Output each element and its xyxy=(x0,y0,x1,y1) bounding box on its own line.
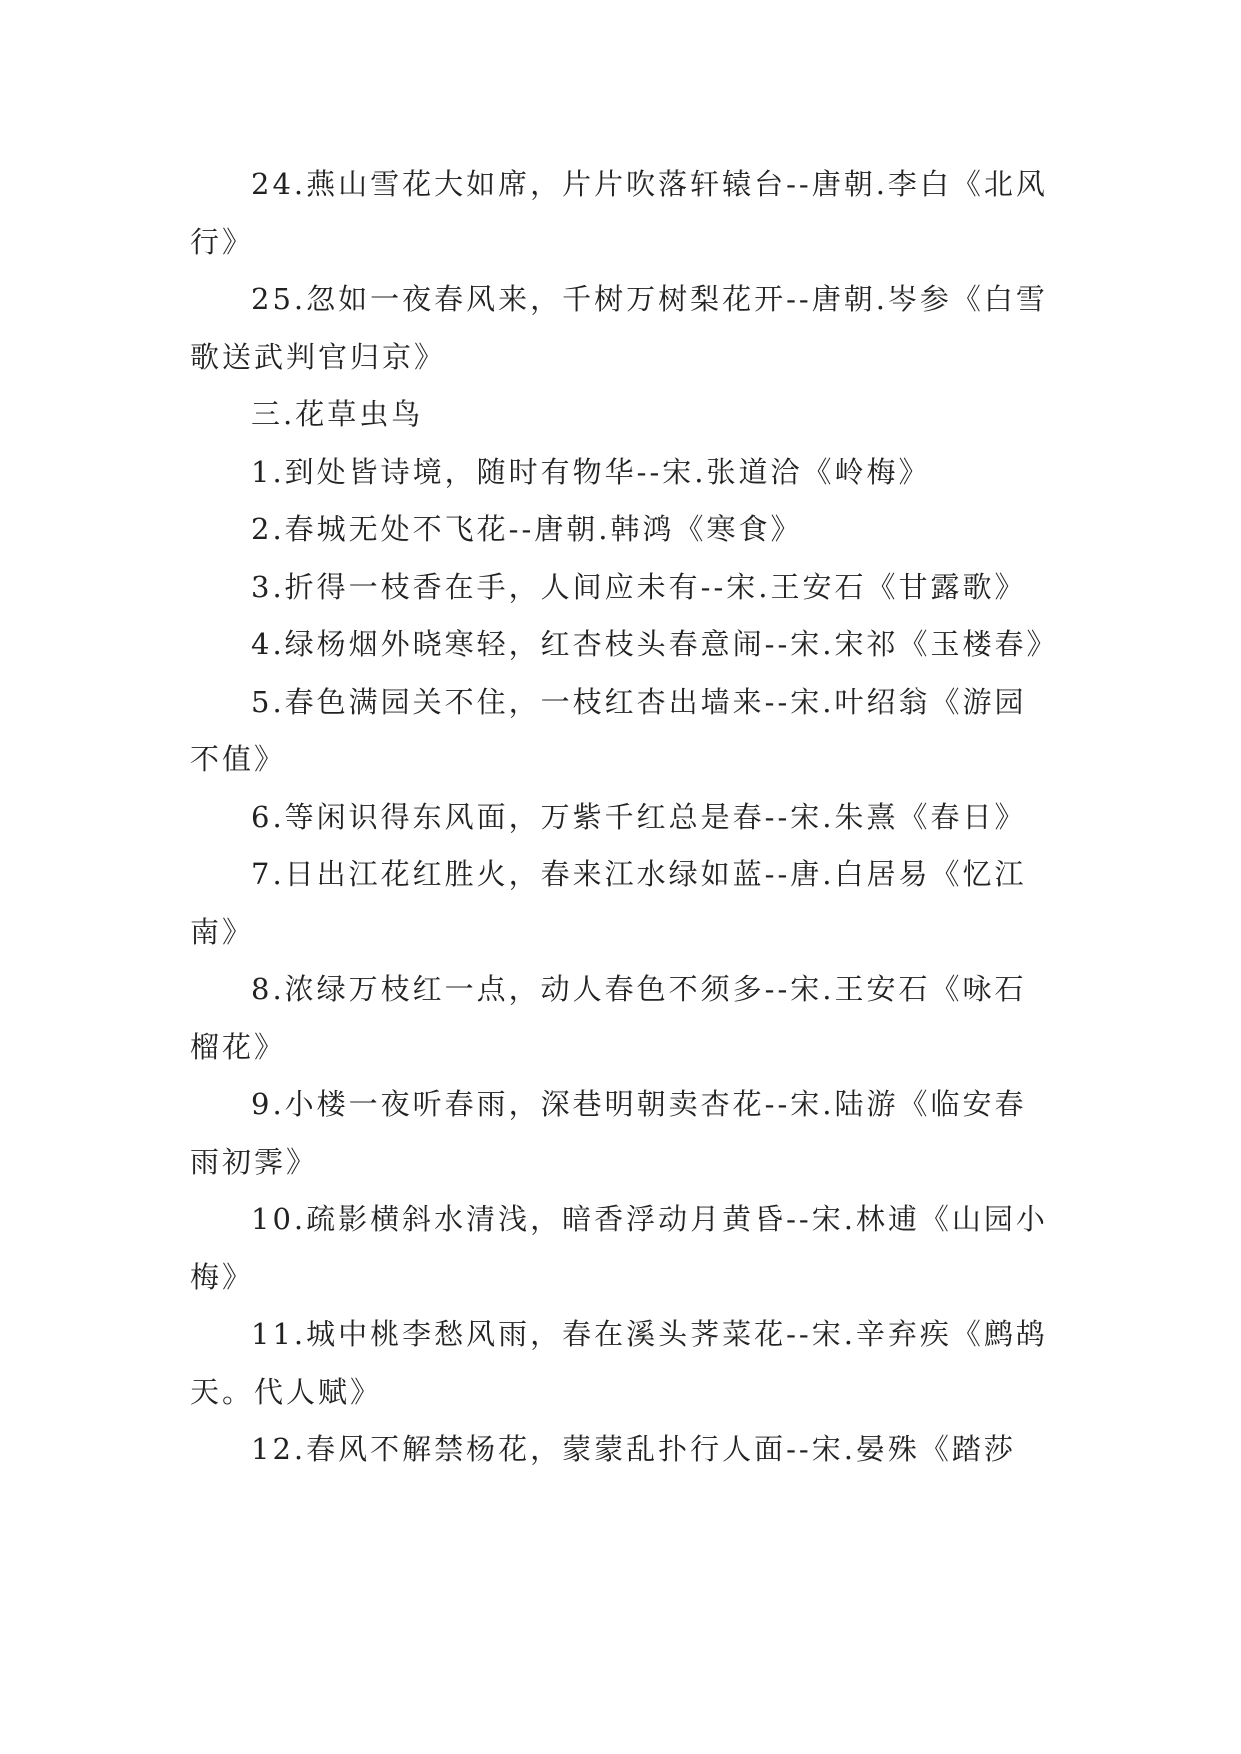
section-heading: 三.花草虫鸟 xyxy=(251,397,424,431)
poem-line-7: 7.日出江花红胜火，春来江水绿如蓝--唐.白居易《忆江南》 xyxy=(190,857,1027,949)
poem-line-2: 2.春城无处不飞花--唐朝.韩鸿《寒食》 xyxy=(251,512,803,546)
poem-line-6: 6.等闲识得东风面，万紫千红总是春--宋.朱熹《春日》 xyxy=(251,799,1027,834)
poem-line-9: 9.小楼一夜听春雨，深巷明朝卖杏花--宋.陆游《临安春雨初霁》 xyxy=(190,1087,1027,1179)
poem-line-10: 10.疏影横斜水清浅，暗香浮动月黄昏--宋.林逋《山园小梅》 xyxy=(190,1202,1048,1294)
poem-line-24: 24.燕山雪花大如席，片片吹落轩辕台--唐朝.李白《北风行》 xyxy=(190,167,1048,259)
poem-line-11: 11.城中桃李愁风雨，春在溪头荠菜花--宋.辛弃疾《鹧鸪天。代人赋》 xyxy=(190,1317,1048,1409)
poem-line-4: 4.绿杨烟外晓寒轻，红杏枝头春意闹--宋.宋祁《玉楼春》 xyxy=(251,627,1059,661)
poem-line-5: 5.春色满园关不住，一枝红杏出墙来--宋.叶绍翁《游园不值》 xyxy=(190,684,1027,776)
poem-line-3: 3.折得一枝香在手，人间应未有--宋.王安石《甘露歌》 xyxy=(251,569,1027,604)
poem-line-8: 8.浓绿万枝红一点，动人春色不须多--宋.王安石《咏石榴花》 xyxy=(190,972,1027,1064)
poem-line-1: 1.到处皆诗境，随时有物华--宋.张道洽《岭梅》 xyxy=(251,454,931,489)
poem-line-25: 25.忽如一夜春风来，千树万树梨花开--唐朝.岑参《白雪歌送武判官归京》 xyxy=(190,282,1048,374)
document-body xyxy=(190,156,1059,1479)
poem-line-12: 12.春风不解禁杨花，蒙蒙乱扑行人面--宋.晏殊《踏莎 xyxy=(251,1432,1016,1466)
